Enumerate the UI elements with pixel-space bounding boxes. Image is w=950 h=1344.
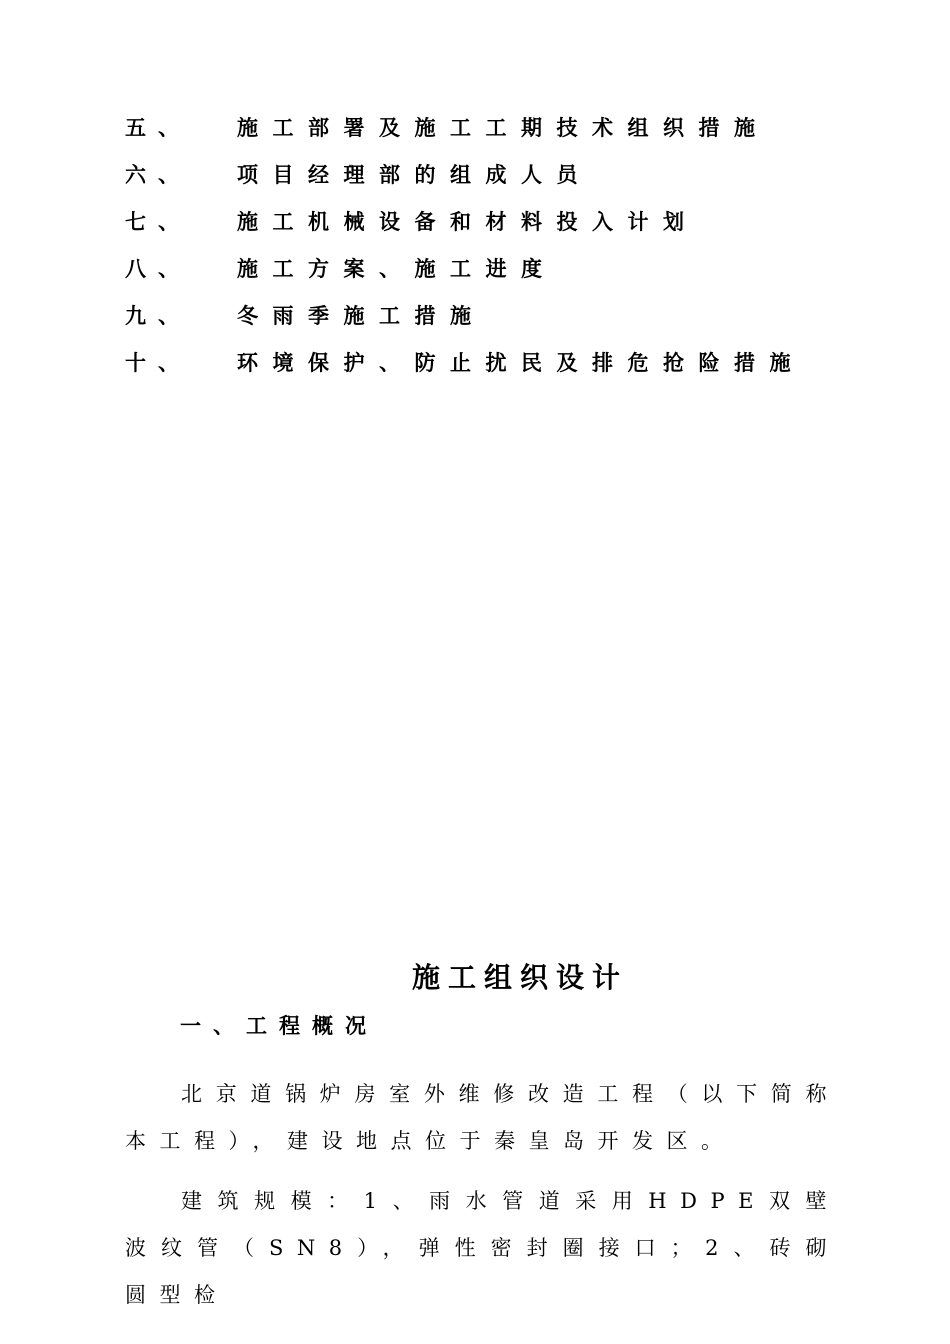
toc-item xyxy=(125,112,885,159)
toc-item xyxy=(125,300,885,347)
toc-item-number: 五、 xyxy=(125,115,191,140)
toc-item-title: 项目经理部的组成人员 xyxy=(237,162,592,187)
toc-item xyxy=(125,347,885,394)
toc-item-number: 九、 xyxy=(125,303,191,328)
toc-item-title: 环境保护、防止扰民及排危抢险措施 xyxy=(237,350,805,375)
toc-item-title: 施工方案、施工进度 xyxy=(237,256,557,281)
toc-item-title: 施工机械设备和材料投入计划 xyxy=(237,209,699,234)
table-of-contents xyxy=(125,112,885,394)
toc-item xyxy=(125,253,885,300)
document-title: 施工组织设计 xyxy=(411,961,628,994)
section-heading: 一、工程概况 xyxy=(180,1013,378,1038)
body-paragraph: 建筑规模：1、雨水管道采用HDPE双壁波纹管（SN8），弹性密封圈接口；2、砖砌圆型检 xyxy=(125,1189,840,1307)
toc-item-title: 冬雨季施工措施 xyxy=(237,303,486,328)
body-paragraph: 北京道锅炉房室外维修改造工程（以下简称本工程），建设地点位于秦皇岛开发区。 xyxy=(125,1082,840,1153)
toc-item-title: 施工部署及施工工期技术组织措施 xyxy=(237,115,770,140)
toc-item-number: 七、 xyxy=(125,209,191,234)
toc-item-number: 八、 xyxy=(125,256,191,281)
toc-item xyxy=(125,206,885,253)
toc-item-number: 十、 xyxy=(125,350,191,375)
toc-item xyxy=(125,159,885,206)
toc-item-number: 六、 xyxy=(125,162,191,187)
